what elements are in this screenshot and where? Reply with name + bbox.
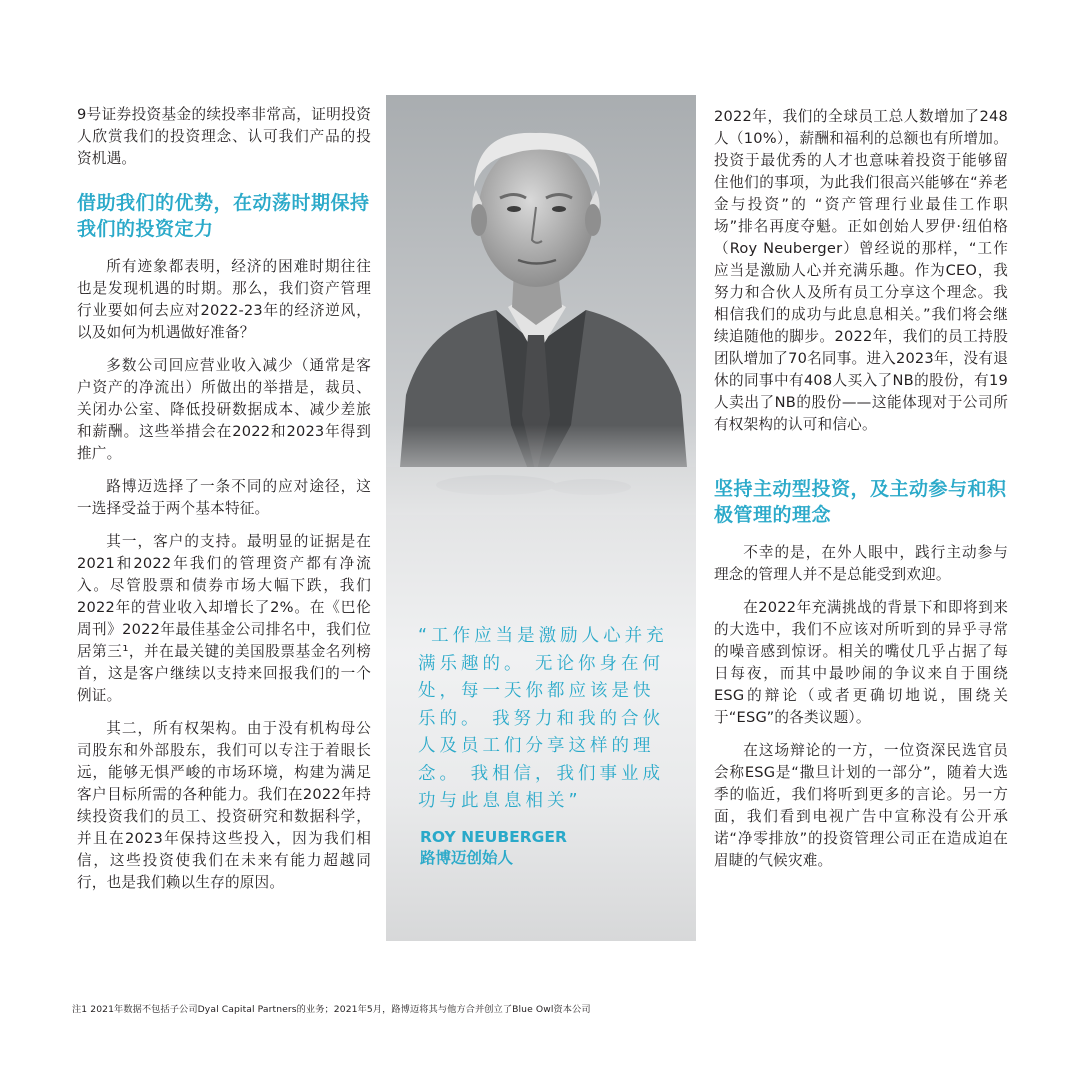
body-paragraph: 多数公司回应营业收入减少（通常是客户资产的净流出）所做出的举措是，裁员、关闭办公室、降低投研数据成本、减少差旅和薪酬。这些举措会在2022和2023年得到推广。 <box>77 357 371 462</box>
body-paragraph: 不幸的是，在外人眼中，践行主动参与理念的管理人并不是总能受到欢迎。 <box>714 544 1008 583</box>
footnote: 注1 2021年数据不包括子公司Dyal Capital Partners的业务；2021年5月，路博迈将其与他方合并创立了Blue Owl资本公司 <box>72 1004 591 1015</box>
body-paragraph: 2022年，我们的全球员工总人数增加了248人（10%），薪酬和福利的总额也有所增加。投资于最优秀的人才也意味着投资于能够留住他们的事项，为此我们很高兴能够在“养老金与投资”的 “资产管理行业最佳工作职场”排名再度夺魁。正如创始人罗伊·纽伯格（Roy Neuberger）曾经说的那样，“工作应当是激励人心并充满乐趣。作为CEO，我努力和合伙人及所有员工分享这个理念。我相信我们的成功与此息息相关。”我们将会继续追随他的脚步。2022年，我们的员工持股团队增加了70名同事。进入2023年，没有退休的同事中有408人买入了NB的股份，有19人卖出了NB的股份——这能体现对于公司所有权架构的认可和信心。 <box>714 108 1008 433</box>
author-name: ROY NEUBERGER <box>420 828 567 846</box>
quote-attribution <box>420 827 567 869</box>
section-heading: 借助我们的优势，在动荡时期保持我们的投资定力 <box>77 192 370 240</box>
body-paragraph: 所有迹象都表明，经济的困难时期往往也是发现机遇的时期。那么，我们资产管理行业要如何去应对2022-23年的经济逆风，以及如何为机遇做好准备？ <box>77 258 371 341</box>
right-column <box>714 106 1008 883</box>
founder-portrait <box>386 95 696 515</box>
quote-panel <box>386 95 696 941</box>
author-title: 路博迈创始人 <box>420 849 514 867</box>
body-paragraph: 其一，客户的支持。最明显的证据是在2021和2022年我们的管理资产都有净流入。尽管股票和债券市场大幅下跌，我们2022年的营业收入却增长了2%。在《巴伦周刊》2022年最佳基金公司排名中，我们位居第三¹，并在最关键的美国股票基金名列榜首，这是客户继续以支持来回报我们的一个例证。 <box>77 533 371 704</box>
section-heading: 坚持主动型投资，及主动参与和积极管理的理念 <box>714 478 1007 526</box>
left-column <box>77 104 371 905</box>
founder-quote: “工作应当是激励人心并充满乐趣的。 无论你身在何处，每一天你都应该是快乐的。 我努力和我的合伙人及员工们分享这样的理念。 我相信，我们事业成功与此息息相关” <box>418 626 668 811</box>
body-paragraph: 在2022年充满挑战的背景下和即将到来的大选中，我们不应该对所听到的异乎寻常的噪音感到惊讶。相关的嘴仗几乎占据了每日每夜，而其中最吵闹的争议来自于围绕ESG的辩论（或者更确切地说，围绕关于“ESG”的各类议题）。 <box>714 599 1008 726</box>
body-paragraph: 其二，所有权架构。由于没有机构母公司股东和外部股东，我们可以专注于着眼长远，能够无惧严峻的市场环境，构建为满足客户目标所需的各种能力。我们在2022年持续投资我们的员工、投资研究和数据科学，并且在2023年保持这些投入，因为我们相信，这些投资使我们在未来有能力超越同行，也是我们赖以生存的原因。 <box>77 720 371 891</box>
body-paragraph: 路博迈选择了一条不同的应对途径，这一选择受益于两个基本特征。 <box>77 478 371 517</box>
body-paragraph: 在这场辩论的一方，一位资深民选官员会称ESG是“撒旦计划的一部分”，随着大选季的临近，我们将听到更多的言论。另一方面，我们看到电视广告中宣称没有公开承诺“净零排放”的投资管理公司正在造成迫在眉睫的气候灾难。 <box>714 742 1008 869</box>
body-paragraph: 9号证券投资基金的续投率非常高，证明投资人欣赏我们的投资理念、认可我们产品的投资机遇。 <box>77 106 371 167</box>
